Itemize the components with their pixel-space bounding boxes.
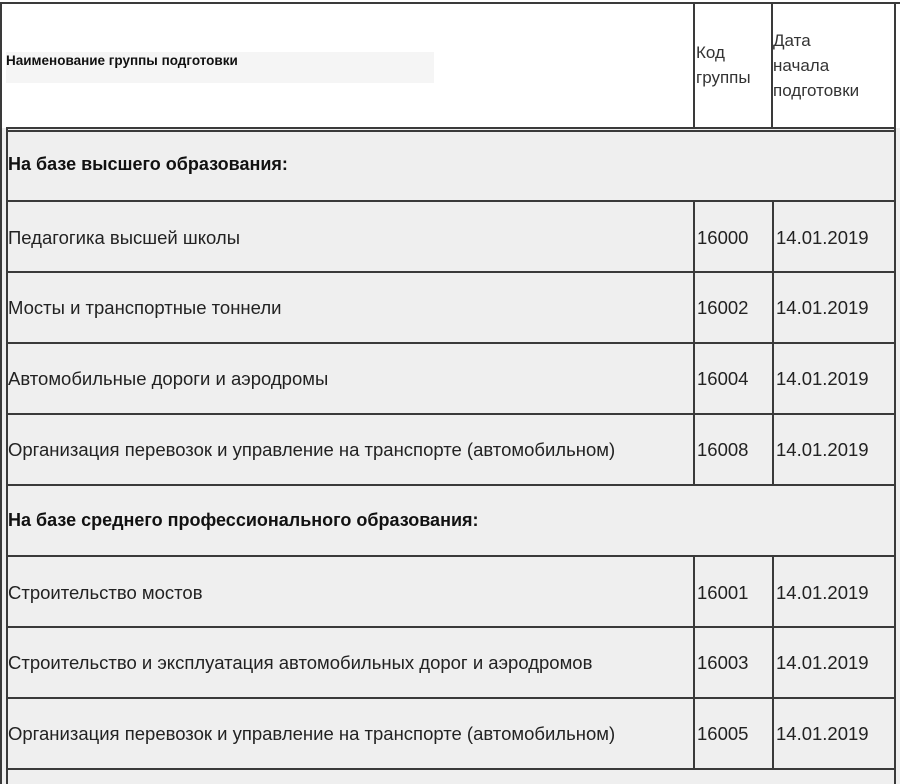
- row-date: 14.01.2019: [776, 723, 869, 744]
- row-date: 14.01.2019: [776, 227, 869, 248]
- row-name: Организация перевозок и управление на транспорте (автомобильном): [8, 439, 616, 460]
- table-border: [0, 2, 900, 4]
- table-header: [0, 0, 900, 128]
- row-date: 14.01.2019: [776, 297, 869, 318]
- row-divider: [6, 555, 896, 557]
- row-divider: [6, 484, 896, 486]
- header-code-line: Код: [696, 43, 725, 62]
- row-date: 14.01.2019: [776, 368, 869, 389]
- table-border: [771, 2, 773, 128]
- header-code-column: [696, 40, 772, 90]
- row-date: 14.01.2019: [776, 652, 869, 673]
- table-border: [6, 127, 896, 129]
- row-name: Автомобильные дороги и аэродромы: [8, 368, 329, 389]
- header-name-column: Наименование группы подготовки: [6, 52, 434, 83]
- table-border: [894, 2, 896, 784]
- row-divider: [6, 413, 896, 415]
- table-border: [693, 2, 695, 128]
- row-divider: [6, 626, 896, 628]
- row-name: Строительство мостов: [8, 582, 203, 603]
- row-date: 14.01.2019: [776, 439, 869, 460]
- header-date-line: начала: [773, 56, 830, 75]
- row-code: 16003: [697, 652, 749, 673]
- row-code: 16001: [697, 582, 749, 603]
- header-code-line: группы: [696, 68, 751, 87]
- row-code: 16008: [697, 439, 749, 460]
- table-border: [6, 130, 896, 132]
- row-divider: [6, 342, 896, 344]
- header-date-column: [773, 28, 895, 103]
- row-name: Организация перевозок и управление на транспорте (автомобильном): [8, 723, 616, 744]
- row-name: Строительство и эксплуатация автомобильных дорог и аэродромов: [8, 652, 593, 673]
- column-divider: [693, 555, 695, 770]
- row-divider: [6, 271, 896, 273]
- row-code: 16000: [697, 227, 749, 248]
- row-divider: [6, 768, 896, 770]
- row-code: 16005: [697, 723, 749, 744]
- row-name: Педагогика высшей школы: [8, 227, 240, 248]
- header-date-line: подготовки: [773, 81, 860, 100]
- row-code: 16002: [697, 297, 749, 318]
- header-date-line: Дата: [773, 31, 811, 50]
- row-name: Мосты и транспортные тоннели: [8, 297, 282, 318]
- table-border: [0, 2, 2, 784]
- row-divider: [6, 200, 896, 202]
- column-divider: [772, 555, 774, 770]
- section-title: На базе среднего профессионального образования:: [8, 510, 479, 530]
- column-divider: [693, 200, 695, 486]
- row-date: 14.01.2019: [776, 582, 869, 603]
- row-divider: [6, 697, 896, 699]
- section-title: На базе высшего образования:: [8, 154, 288, 174]
- row-code: 16004: [697, 368, 749, 389]
- column-divider: [772, 200, 774, 486]
